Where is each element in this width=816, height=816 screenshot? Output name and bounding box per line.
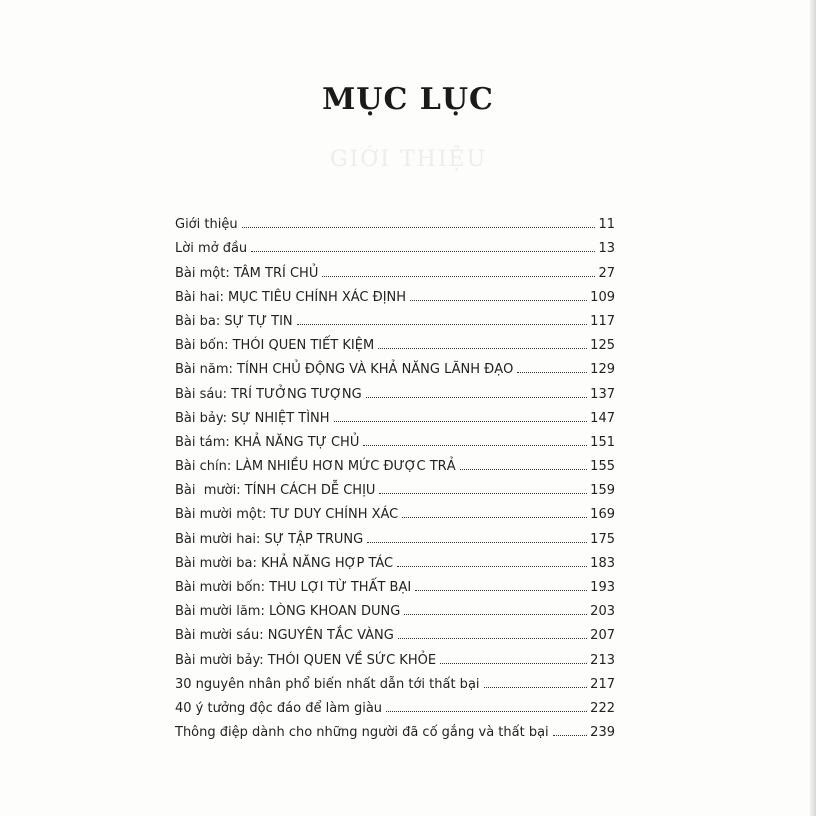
toc-entry [175, 450, 615, 474]
toc-entry-page: 175 [590, 531, 615, 547]
dot-leader [322, 276, 595, 277]
dot-leader [398, 638, 587, 639]
dot-leader [460, 469, 588, 470]
toc-entry-page: 207 [590, 628, 615, 644]
toc-entry-page: 169 [590, 507, 615, 523]
toc-entry-page: 27 [598, 265, 615, 281]
toc-entry-label: Bài bảy: SỰ NHIỆT TÌNH [175, 410, 330, 426]
toc-entry [175, 377, 615, 401]
table-of-contents [175, 208, 615, 740]
dot-leader [553, 735, 588, 736]
toc-entry [175, 668, 615, 692]
toc-entry [175, 571, 615, 595]
toc-entry-label: Bài mười bảy: THÓI QUEN VỀ SỨC KHỎE [175, 652, 437, 668]
toc-entry-label: Thông điệp dành cho những người đã cố gắng và thất bại [175, 725, 549, 741]
toc-entry-page: 183 [590, 555, 615, 571]
dot-leader [386, 711, 587, 712]
toc-entry [175, 329, 615, 353]
toc-entry-page: 129 [590, 362, 615, 378]
toc-entry-label: Bài mười sáu: NGUYÊN TẮC VÀNG [175, 628, 394, 644]
toc-entry-page: 13 [598, 241, 615, 257]
dot-leader [251, 251, 595, 252]
dot-leader [415, 590, 587, 591]
toc-entry [175, 547, 615, 571]
toc-entry-page: 213 [590, 652, 615, 668]
toc-entry-label: Bài mười bốn: THU LỢI TỪ THẤT BẠI [175, 580, 412, 595]
toc-entry [175, 208, 615, 232]
dot-leader [334, 421, 588, 422]
toc-entry-label: Bài tám: KHẢ NĂNG TỰ CHỦ [175, 434, 360, 450]
toc-entry [175, 353, 615, 377]
dot-leader [397, 566, 587, 567]
toc-entry-page: 137 [590, 386, 615, 402]
toc-entry-label: Bài năm: TÍNH CHỦ ĐỘNG VÀ KHẢ NĂNG LÃNH ĐẠO [175, 362, 514, 378]
toc-entry-page: 109 [590, 289, 615, 305]
toc-entry-page: 155 [590, 459, 615, 475]
dot-leader [402, 517, 587, 518]
dot-leader [242, 227, 596, 228]
toc-entry-label: 30 nguyên nhân phổ biến nhất dẫn tới thất bại [175, 676, 480, 692]
toc-entry [175, 522, 615, 546]
toc-entry-page: 11 [598, 217, 615, 233]
toc-entry [175, 426, 615, 450]
page-edge-shadow [810, 0, 816, 816]
toc-entry-label: Bài bốn: THÓI QUEN TIẾT KIỆM [175, 338, 375, 354]
toc-entry-label: Bài một: TÂM TRÍ CHỦ [175, 265, 319, 281]
toc-entry-label: Bài sáu: TRÍ TƯỞNG TƯỢNG [175, 386, 362, 402]
toc-entry [175, 595, 615, 619]
toc-entry-label: Bài mười: TÍNH CÁCH DỄ CHỊU [175, 483, 376, 499]
toc-entry-label: Bài mười lăm: LÒNG KHOAN DUNG [175, 604, 401, 620]
dot-leader [367, 542, 587, 543]
dot-leader [517, 372, 587, 373]
toc-entry-page: 239 [590, 725, 615, 741]
toc-entry-page: 217 [590, 676, 615, 692]
toc-entry [175, 692, 615, 716]
toc-entry [175, 402, 615, 426]
toc-entry-page: 147 [590, 410, 615, 426]
toc-entry [175, 498, 615, 522]
dot-leader [379, 493, 587, 494]
toc-entry-label: Giới thiệu [175, 217, 238, 233]
toc-entry [175, 716, 615, 740]
show-through-text: GIỚI THIỆU [330, 147, 488, 172]
toc-entry-label: Bài chín: LÀM NHIỀU HƠN MỨC ĐƯỢC TRẢ [175, 459, 456, 475]
toc-entry [175, 232, 615, 256]
toc-entry [175, 281, 615, 305]
toc-entry-page: 222 [590, 700, 615, 716]
dot-leader [363, 445, 587, 446]
toc-entry-label: Lời mở đầu [175, 241, 248, 257]
page-title: MỤC LỤC [322, 82, 494, 117]
toc-entry-label: 40 ý tưởng độc đáo để làm giàu [175, 700, 383, 716]
toc-entry-page: 125 [590, 338, 615, 354]
toc-entry [175, 305, 615, 329]
dot-leader [378, 348, 587, 349]
toc-entry-label: Bài mười hai: SỰ TẬP TRUNG [175, 531, 364, 547]
dot-leader [366, 397, 587, 398]
dot-leader [440, 663, 587, 664]
toc-entry-label: Bài mười ba: KHẢ NĂNG HỢP TÁC [175, 555, 394, 571]
toc-entry [175, 643, 615, 667]
dot-leader [410, 300, 587, 301]
toc-entry-label: Bài ba: SỰ TỰ TIN [175, 313, 293, 329]
dot-leader [297, 324, 588, 325]
dot-leader [404, 614, 587, 615]
toc-entry-label: Bài hai: MỤC TIÊU CHÍNH XÁC ĐỊNH [175, 289, 407, 305]
toc-entry [175, 474, 615, 498]
toc-entry-page: 159 [590, 483, 615, 499]
toc-entry [175, 619, 615, 643]
toc-entry-page: 193 [590, 580, 615, 595]
dot-leader [484, 687, 588, 688]
toc-entry [175, 256, 615, 280]
toc-entry-page: 203 [590, 604, 615, 620]
toc-entry-page: 117 [590, 313, 615, 329]
toc-entry-page: 151 [590, 434, 615, 450]
toc-entry-label: Bài mười một: TƯ DUY CHÍNH XÁC [175, 507, 399, 523]
